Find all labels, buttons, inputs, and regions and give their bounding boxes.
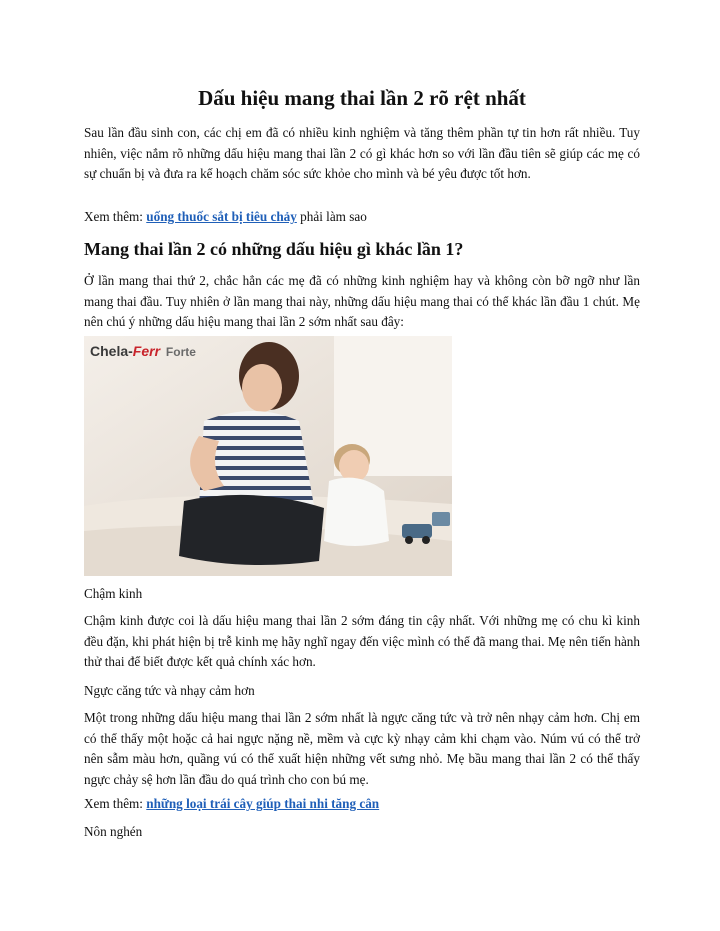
breast-paragraph: Một trong những dấu hiệu mang thai lần 2 sớm nhất là ngực căng tức và trở nên nhạy cảm hơn. Chị em có thể thấy một hoặc cả hai ngực nặng nề, mềm và cực kỳ nhạy cảm khi chạm vào. Núm vú có thể trở nên sẫm màu hơn, quầng vú có thể xuất hiện những vết sưng nhỏ. Mẹ bầu mang thai lần 2 có thể thấy ngực chảy sệ hơn lần đầu do quá trình cho con bú mẹ. [84, 710, 640, 787]
see-also-line-1 [84, 207, 640, 228]
subheading-cham-kinh: Chậm kinh [84, 586, 143, 601]
mother-and-child-photo [84, 336, 452, 576]
see-also-suffix: phải làm sao [296, 209, 367, 224]
subheading-breast: Ngực căng tức và nhạy cảm hơn [84, 683, 255, 698]
see-also-line-2 [84, 794, 640, 815]
iron-supplement-diarrhea-link[interactable]: uống thuốc sắt bị tiêu chảy [146, 209, 297, 224]
logo-text-chela: Chela- [90, 343, 133, 359]
intro-paragraph: Sau lần đầu sinh con, các chị em đã có nhiều kinh nghiệm và tăng thêm phần tự tin hơn rất nhiều. Tuy nhiên, việc nắm rõ những dấu hiệu mang thai lần 2 có gì khác hơn so với lần đầu tiên sẽ giúp các mẹ có sự chuẩn bị và đưa ra kế hoạch chăm sóc sức khỏe cho mình và bé yêu được tốt hơn. [84, 125, 640, 182]
see-also-prefix-2: Xem thêm: [84, 796, 147, 811]
photo-illustration [84, 336, 452, 576]
logo-text-ferr: Ferr [132, 343, 161, 359]
page-title: Dấu hiệu mang thai lần 2 rõ rệt nhất [198, 86, 526, 110]
logo-text-forte: Forte [165, 345, 196, 359]
fruits-for-fetus-link[interactable]: những loại trái cây giúp thai nhi tăng cân [146, 796, 380, 811]
brand-logo [90, 343, 196, 359]
subheading-morning-sickness: Nôn nghén [84, 824, 143, 839]
see-also-prefix: Xem thêm: [84, 209, 147, 224]
late-period-paragraph: Chậm kinh được coi là dấu hiệu mang thai lần 2 sớm đáng tin cậy nhất. Với những mẹ có chu kì kinh đều đặn, khi phát hiện bị trễ kinh mẹ hãy nghĩ ngay đến việc mình có thể đã mang thai. Mẹ nên tiến hành thử thai để biết được kết quả chính xác hơn. [84, 613, 640, 670]
section-heading: Mang thai lần 2 có những dấu hiệu gì khác lần 1? [84, 239, 464, 259]
section-paragraph: Ở lần mang thai thứ 2, chắc hẳn các mẹ đã có những kinh nghiệm hay và không còn bỡ ngỡ như lần mang thai đầu. Tuy nhiên ở lần mang thai này, những dấu hiệu mang thai có thể khác lần đầu 1 chút. Mẹ nên chú ý những dấu hiệu mang thai lần 2 sớm nhất sau đây: [84, 273, 640, 330]
